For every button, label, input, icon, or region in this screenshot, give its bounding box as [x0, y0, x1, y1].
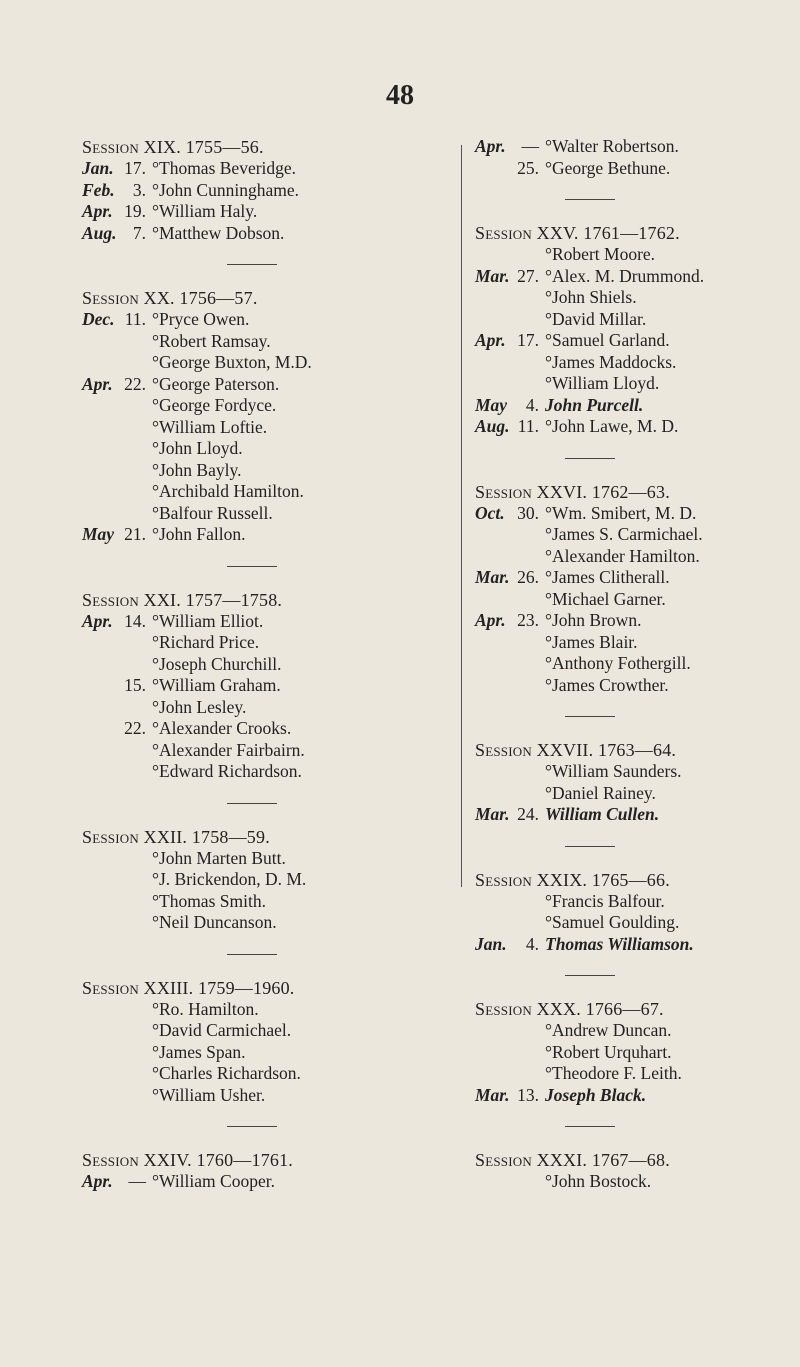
entry-name: ° Neil Duncanson.: [152, 912, 277, 934]
entry-day: [116, 654, 152, 676]
entry-name: ° William Saunders.: [545, 761, 682, 783]
entry-name: ° George Bethune.: [545, 158, 670, 180]
entry-name: Joseph Black.: [545, 1084, 647, 1105]
entry-day: [509, 546, 545, 568]
entry-name: ° William Graham.: [152, 675, 281, 697]
entry-row: [475, 761, 775, 783]
entry-day: 14.: [124, 610, 146, 631]
entry-day: —: [128, 1171, 146, 1191]
entry-row: [82, 481, 457, 503]
entry-name: ° William Lloyd.: [545, 373, 659, 395]
entry-row: [82, 697, 457, 719]
entry-month: [82, 352, 116, 374]
entry-day: [509, 524, 545, 546]
session-title: Session XXVII. 1763—64.: [475, 740, 677, 760]
entry-day: [116, 697, 152, 719]
entry-day: [116, 740, 152, 762]
entry-name: ° Robert Ramsay.: [152, 331, 271, 353]
entry-month: Apr.: [475, 136, 506, 156]
session-block: [475, 1149, 775, 1193]
entry-day: [509, 912, 545, 934]
entry-month: [475, 352, 509, 374]
page-number: 48: [386, 80, 414, 111]
entry-month: Aug.: [475, 416, 510, 436]
entry-row: [475, 1085, 775, 1107]
entry-name: ° John Shiels.: [545, 287, 637, 309]
entry-month: [475, 761, 509, 783]
session-title: Session XXII. 1758—59.: [82, 826, 270, 847]
entry-month: [475, 373, 509, 395]
entry-row: [475, 309, 775, 331]
entry-row: [82, 223, 457, 245]
entry-row: [475, 158, 775, 180]
entry-month: [82, 438, 116, 460]
entry-month: [475, 675, 509, 697]
entry-month: [475, 1042, 509, 1064]
entry-name: John Purcell.: [545, 394, 644, 415]
entry-month: [475, 891, 509, 913]
entry-month: [82, 503, 116, 525]
entry-month: Oct.: [475, 502, 505, 523]
session-title: Session XXIX. 1765—66.: [475, 869, 670, 890]
entry-row: [82, 611, 457, 633]
entry-month: [475, 589, 509, 611]
session-block: [475, 739, 775, 826]
section-separator: [565, 199, 615, 200]
entry-name: ° Thomas Smith.: [152, 891, 266, 913]
section-separator: [227, 954, 277, 955]
entry-day: [116, 1085, 152, 1107]
entry-row: [475, 891, 775, 913]
entry-month: Mar.: [475, 1084, 510, 1105]
entry-day: [116, 1042, 152, 1064]
entry-month: [82, 740, 116, 762]
section-separator: [565, 716, 615, 717]
entry-day: 7.: [132, 222, 146, 243]
entry-month: [82, 654, 116, 676]
entry-name: ° Andrew Duncan.: [545, 1020, 672, 1042]
entry-day: [509, 1042, 545, 1064]
entry-row: [475, 244, 775, 266]
session-block: [82, 589, 457, 783]
entry-name: ° John Lloyd.: [152, 438, 243, 460]
entry-name: ° James S. Carmichael.: [545, 524, 703, 546]
entry-name: ° David Carmichael.: [152, 1020, 291, 1042]
entry-row: [82, 309, 457, 331]
entry-day: —: [521, 136, 539, 156]
entry-day: 11.: [517, 416, 539, 436]
session-title: Session XIX. 1755—56.: [82, 137, 264, 157]
entry-month: Jan.: [82, 158, 114, 178]
entry-name: ° George Paterson.: [152, 374, 279, 396]
entry-name: ° Pryce Owen.: [152, 309, 249, 331]
entry-row: [82, 912, 457, 934]
entry-month: Feb.: [82, 179, 115, 200]
entry-day: 25.: [517, 157, 539, 178]
entry-day: [509, 352, 545, 374]
entry-month: [82, 460, 116, 482]
entry-row: [475, 352, 775, 374]
session-block: [475, 998, 775, 1106]
session-title: Session XXIV. 1760—1761.: [82, 1150, 293, 1170]
entry-name: ° James Maddocks.: [545, 352, 676, 374]
session-title: Session XXX. 1766—67.: [475, 999, 664, 1019]
entry-month: [475, 1063, 509, 1085]
entry-name: ° Matthew Dobson.: [152, 223, 284, 245]
entry-row: [475, 567, 775, 589]
entry-day: [509, 632, 545, 654]
session-block: [475, 222, 775, 438]
entry-day: [116, 331, 152, 353]
entry-name: ° Samuel Garland.: [545, 330, 670, 352]
entry-name: ° William Loftie.: [152, 417, 267, 439]
entry-month: [82, 891, 116, 913]
entry-name: ° Robert Urquhart.: [545, 1042, 672, 1064]
entry-name: Thomas Williamson.: [545, 933, 694, 954]
entry-day: 22.: [124, 718, 146, 738]
entry-name: ° Francis Balfour.: [545, 891, 665, 913]
entry-month: Apr.: [82, 610, 113, 631]
entry-month: [82, 417, 116, 439]
entry-day: 30.: [517, 502, 539, 523]
entry-row: [82, 331, 457, 353]
entry-month: [82, 912, 116, 934]
entry-name: ° Alexander Crooks.: [152, 718, 291, 740]
entry-row: [475, 783, 775, 805]
section-separator: [227, 264, 277, 265]
entry-name: ° J. Brickendon, D. M.: [152, 869, 306, 891]
entry-row: [475, 934, 775, 956]
entry-day: [509, 1020, 545, 1042]
entry-row: [82, 352, 457, 374]
section-separator: [565, 975, 615, 976]
entry-month: [82, 675, 116, 697]
entry-name: ° Thomas Beveridge.: [152, 158, 296, 180]
entry-row: [82, 503, 457, 525]
entry-day: [509, 373, 545, 395]
session-title: Session XX. 1756—57.: [82, 288, 258, 308]
entry-row: [82, 201, 457, 223]
entry-name: ° Anthony Fothergill.: [545, 653, 691, 675]
entry-day: [116, 503, 152, 525]
entry-day: [116, 438, 152, 460]
entry-month: Aug.: [82, 222, 117, 243]
entry-day: 27.: [517, 265, 539, 286]
section-separator: [227, 566, 277, 567]
entry-month: Apr.: [475, 330, 506, 350]
entry-row: [475, 546, 775, 568]
entry-month: [82, 761, 116, 783]
entry-day: [116, 761, 152, 783]
entry-day: 24.: [517, 804, 539, 824]
entry-month: [82, 718, 116, 740]
entry-name: ° William Usher.: [152, 1085, 265, 1107]
entry-day: [116, 999, 152, 1021]
session-title: Session XXVI. 1762—63.: [475, 481, 670, 502]
entry-row: [475, 1063, 775, 1085]
entry-name: ° George Fordyce.: [152, 395, 276, 417]
entry-month: [475, 653, 509, 675]
entry-name: ° John Lesley.: [152, 697, 246, 719]
entry-row: [475, 912, 775, 934]
entry-day: [509, 309, 545, 331]
entry-month: [475, 287, 509, 309]
entry-name: ° John Cunninghame.: [152, 180, 299, 202]
entry-name: ° James Blair.: [545, 632, 638, 654]
entry-row: [82, 395, 457, 417]
entry-name: ° John Lawe, M. D.: [545, 416, 678, 438]
entry-month: [82, 697, 116, 719]
entry-day: [116, 395, 152, 417]
entry-row: [475, 395, 775, 417]
session-block: [475, 869, 775, 956]
entry-row: [475, 524, 775, 546]
section-separator: [227, 803, 277, 804]
session-block: [475, 136, 775, 179]
entry-day: 3.: [132, 179, 146, 200]
entry-month: Mar.: [475, 804, 510, 824]
entry-month: [475, 632, 509, 654]
entry-name: ° Archibald Hamilton.: [152, 481, 304, 503]
entry-name: ° William Elliot.: [152, 611, 263, 633]
entry-row: [82, 460, 457, 482]
entry-month: [475, 1171, 509, 1193]
entry-name: ° Balfour Russell.: [152, 503, 273, 525]
entry-month: May: [82, 524, 115, 544]
entry-day: [509, 244, 545, 266]
entry-month: [82, 1042, 116, 1064]
entry-row: [82, 761, 457, 783]
entry-name: ° Alexander Hamilton.: [545, 546, 700, 568]
entry-row: [82, 869, 457, 891]
entry-day: [509, 761, 545, 783]
entry-month: Apr.: [82, 201, 113, 221]
entry-row: [82, 180, 457, 202]
entry-day: [116, 1063, 152, 1085]
entry-name: ° Edward Richardson.: [152, 761, 302, 783]
entry-day: [509, 653, 545, 675]
entry-name: ° David Millar.: [545, 309, 646, 331]
entry-month: [82, 481, 116, 503]
entry-day: 23.: [517, 610, 539, 630]
entry-name: ° Wm. Smibert, M. D.: [545, 503, 696, 525]
entry-name: ° Joseph Churchill.: [152, 654, 282, 676]
entry-row: [475, 589, 775, 611]
entry-month: Mar.: [475, 265, 510, 286]
entry-row: [475, 373, 775, 395]
entry-month: [82, 1063, 116, 1085]
entry-name: ° John Bayly.: [152, 460, 241, 482]
entry-day: [509, 675, 545, 697]
entry-row: [82, 848, 457, 870]
entry-name: ° John Marten Butt.: [152, 848, 286, 870]
entry-day: 4.: [525, 394, 539, 415]
entry-day: 26.: [517, 567, 539, 587]
entry-row: [475, 632, 775, 654]
entry-row: [475, 503, 775, 525]
entry-row: [82, 158, 457, 180]
entry-month: [475, 912, 509, 934]
entry-day: [116, 352, 152, 374]
entry-row: [82, 374, 457, 396]
entry-month: [82, 848, 116, 870]
entry-month: [82, 999, 116, 1021]
entry-name: ° George Buxton, M.D.: [152, 352, 312, 374]
entry-day: [509, 783, 545, 805]
entry-month: [475, 783, 509, 805]
session-title: Session XXV. 1761—1762.: [475, 223, 680, 243]
entry-month: Dec.: [82, 309, 115, 329]
section-separator: [227, 1126, 277, 1127]
right-column: [475, 136, 775, 1193]
session-title: Session XXIII. 1759—1960.: [82, 977, 295, 998]
entry-day: 22.: [124, 373, 146, 394]
entry-month: Jan.: [475, 933, 507, 954]
entry-row: [82, 438, 457, 460]
entry-month: [475, 524, 509, 546]
entry-day: [116, 1020, 152, 1042]
entry-day: 13.: [517, 1084, 539, 1105]
entry-name: ° Ro. Hamilton.: [152, 999, 259, 1021]
entry-row: [475, 287, 775, 309]
entry-day: [116, 417, 152, 439]
entry-row: [82, 675, 457, 697]
entry-day: [116, 869, 152, 891]
entry-month: [475, 309, 509, 331]
entry-day: 17.: [517, 330, 539, 350]
entry-day: [116, 481, 152, 503]
entry-month: [82, 869, 116, 891]
left-column: [82, 136, 457, 1193]
entry-day: 19.: [124, 201, 146, 221]
entry-name: ° John Brown.: [545, 610, 641, 632]
entry-month: Apr.: [82, 1171, 113, 1191]
entry-day: [509, 1171, 545, 1193]
entry-month: Mar.: [475, 567, 510, 587]
entry-name: ° John Bostock.: [545, 1171, 651, 1193]
entry-row: [475, 804, 775, 826]
entry-month: Apr.: [475, 610, 506, 630]
session-block: [82, 826, 457, 934]
entry-row: [475, 330, 775, 352]
entry-row: [82, 632, 457, 654]
entry-name: ° Daniel Rainey.: [545, 783, 656, 805]
entry-name: ° Robert Moore.: [545, 244, 655, 266]
session-block: [82, 1149, 457, 1193]
entry-month: May: [475, 394, 508, 415]
entry-name: ° James Span.: [152, 1042, 246, 1064]
entry-row: [82, 891, 457, 913]
entry-row: [475, 675, 775, 697]
entry-month: [82, 1085, 116, 1107]
entry-day: 17.: [124, 158, 146, 178]
entry-month: Apr.: [82, 373, 113, 394]
entry-row: [82, 718, 457, 740]
section-separator: [565, 846, 615, 847]
entry-month: [82, 1020, 116, 1042]
entry-day: [509, 589, 545, 611]
entry-day: [116, 848, 152, 870]
entry-row: [82, 654, 457, 676]
entry-name: ° Michael Garner.: [545, 589, 666, 611]
entry-month: [475, 158, 509, 180]
section-separator: [565, 458, 615, 459]
entry-day: [116, 891, 152, 913]
section-separator: [565, 1126, 615, 1127]
entry-day: [509, 287, 545, 309]
entry-name: ° Walter Robertson.: [545, 136, 679, 158]
entry-row: [82, 417, 457, 439]
entry-month: [475, 546, 509, 568]
entry-name: ° Richard Price.: [152, 632, 259, 654]
entry-row: [475, 1020, 775, 1042]
entry-name: William Cullen.: [545, 804, 660, 824]
entry-day: 11.: [124, 309, 146, 329]
entry-row: [82, 999, 457, 1021]
entry-name: ° Charles Richardson.: [152, 1063, 301, 1085]
entry-month: [82, 331, 116, 353]
entry-name: ° Theodore F. Leith.: [545, 1063, 682, 1085]
entry-row: [82, 1171, 457, 1193]
entry-row: [82, 1042, 457, 1064]
column-divider: [461, 145, 462, 887]
entry-name: ° James Clitherall.: [545, 567, 670, 589]
entry-row: [475, 1042, 775, 1064]
entry-name: ° John Fallon.: [152, 524, 246, 546]
entry-month: [475, 1020, 509, 1042]
entry-name: ° Samuel Goulding.: [545, 912, 679, 934]
entry-row: [82, 524, 457, 546]
entry-row: [82, 740, 457, 762]
entry-day: [116, 460, 152, 482]
entry-name: ° William Haly.: [152, 201, 257, 223]
entry-row: [475, 1171, 775, 1193]
entry-day: [116, 912, 152, 934]
session-block: [82, 287, 457, 546]
entry-name: ° James Crowther.: [545, 675, 669, 697]
entry-day: 4.: [525, 933, 539, 954]
entry-day: 21.: [124, 524, 146, 544]
entry-row: [475, 266, 775, 288]
entry-name: ° Alex. M. Drummond.: [545, 266, 704, 288]
entry-row: [475, 610, 775, 632]
entry-row: [475, 416, 775, 438]
entry-name: ° William Cooper.: [152, 1171, 275, 1193]
session-title: Session XXXI. 1767—68.: [475, 1150, 670, 1170]
entry-row: [475, 653, 775, 675]
session-title: Session XXI. 1757—1758.: [82, 589, 283, 610]
session-block: [475, 481, 775, 697]
entry-day: 15.: [124, 675, 146, 695]
entry-month: [82, 632, 116, 654]
entry-row: [82, 1063, 457, 1085]
entry-day: [509, 1063, 545, 1085]
entry-month: [82, 395, 116, 417]
entry-month: [475, 244, 509, 266]
entry-row: [82, 1020, 457, 1042]
entry-row: [475, 136, 775, 158]
entry-name: ° Alexander Fairbairn.: [152, 740, 305, 762]
entry-day: [116, 632, 152, 654]
session-block: [82, 136, 457, 244]
session-block: [82, 977, 457, 1107]
entry-day: [509, 891, 545, 913]
entry-row: [82, 1085, 457, 1107]
